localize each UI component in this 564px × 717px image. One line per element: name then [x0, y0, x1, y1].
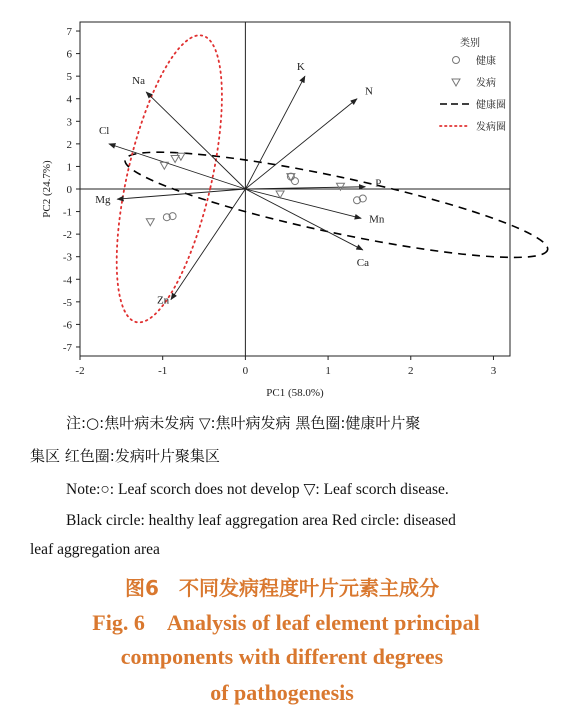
x-tick-label: 1 — [325, 365, 331, 377]
y-tick-label: -4 — [62, 274, 72, 287]
note-english-line-2: Black circle: healthy leaf aggregation area Red circle: diseased — [66, 512, 456, 529]
y-tick-label: -5 — [62, 296, 72, 309]
diseased-sample-point — [171, 156, 179, 163]
vector-label-ca: Ca — [356, 256, 370, 269]
y-tick-label: 4 — [66, 93, 72, 106]
loading-vector-cl — [109, 144, 245, 189]
y-tick-label: 6 — [66, 48, 72, 61]
figure-caption-english-line-3: of pathogenesis — [210, 680, 354, 705]
legend-entry-label: 发病圈 — [476, 122, 506, 133]
vector-label-na: Na — [132, 74, 145, 87]
y-tick-label: -6 — [62, 319, 72, 332]
y-tick-label: 5 — [66, 71, 72, 84]
cluster-ellipses — [95, 26, 553, 331]
y-axis-label: PC2 (24.7%) — [41, 160, 53, 218]
y-tick-label: 3 — [66, 116, 72, 129]
vector-label-cl: Cl — [98, 124, 110, 137]
healthy-sample-point — [292, 178, 299, 185]
x-tick-label: -1 — [158, 365, 168, 377]
y-tick-label: 7 — [66, 26, 72, 39]
y-tick-label: -1 — [62, 206, 72, 219]
y-tick-label: 2 — [66, 138, 72, 151]
y-tick-label: -2 — [62, 229, 72, 242]
vector-label-mg: Mg — [95, 194, 111, 207]
note-english-line-3: leaf aggregation area — [30, 541, 160, 558]
y-tick-label: 1 — [66, 161, 72, 174]
x-tick-label: 0 — [242, 365, 249, 377]
vector-label-k: K — [296, 61, 305, 74]
x-tick-label: 2 — [408, 365, 414, 377]
legend — [440, 36, 506, 133]
vector-label-n: N — [365, 85, 373, 98]
y-tick-label: 0 — [66, 184, 72, 196]
figure-caption-chinese: 图6 不同发病程度叶片元素主成分 — [125, 576, 439, 600]
loading-vector-n — [245, 99, 357, 189]
legend-entry-label: 健康 — [476, 56, 496, 67]
loading-vector-mn — [245, 189, 361, 218]
legend-entry-label: 发病 — [476, 78, 496, 89]
diseased-sample-point — [146, 219, 154, 226]
loading-vector-k — [245, 76, 305, 189]
note-english-line-1: Note:○: Leaf scorch does not develop ▽: Leaf scorch disease. — [66, 481, 449, 498]
loading-vector-na — [146, 92, 245, 189]
diseased-cluster-ellipse — [95, 26, 243, 331]
x-tick-label: -2 — [75, 365, 85, 377]
loading-vector-zn — [171, 189, 245, 300]
vector-label-zn: Zn — [156, 294, 170, 307]
legend-title: 类别 — [460, 38, 480, 49]
legend-marker-circle — [453, 57, 460, 64]
note-chinese-line-2: 集区 红色圈:发病叶片聚集区 — [30, 447, 220, 465]
y-tick-label: -7 — [62, 341, 72, 354]
legend-entry-label: 健康圈 — [476, 100, 506, 111]
note-chinese-line-1: 注:○:焦叶病未发病 ▽:焦叶病发病 黑色圈:健康叶片聚 — [66, 414, 421, 432]
x-axis-label: PC1 (58.0%) — [266, 387, 324, 399]
vector-label-mn: Mn — [369, 213, 385, 226]
y-tick-label: -3 — [62, 251, 72, 264]
x-tick-label: 3 — [490, 365, 497, 377]
figure-caption-english-line-2: components with different degrees — [120, 644, 444, 669]
figure-caption-english-line-1: Fig. 6 Analysis of leaf element principal — [92, 610, 480, 635]
loading-vectors — [95, 61, 385, 306]
loading-vector-ca — [245, 189, 362, 250]
loading-vector-mg — [117, 189, 245, 199]
axes — [41, 22, 510, 399]
vector-label-p: P — [375, 177, 382, 190]
legend-marker-triangle — [452, 79, 460, 86]
